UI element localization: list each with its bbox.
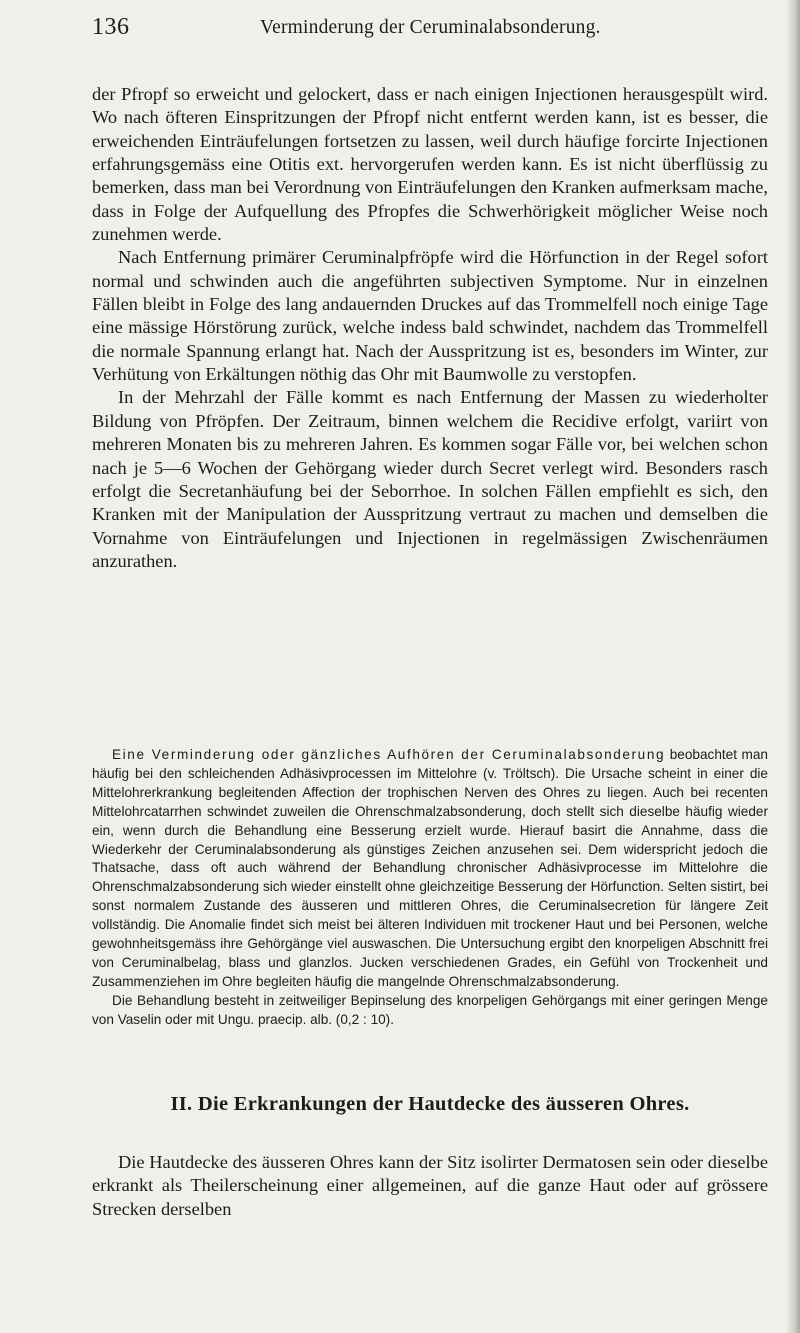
paragraph: Die Hautdecke des äusseren Ohres kann der Sitz isolirter Dermatosen sein oder dieselbe erkrankt als Theilerscheinung einer allgemeinen, auf die ganze Haut oder auf grössere Strecken derselben (92, 1152, 768, 1219)
running-title: Verminderung der Ceruminalabsonderung. (260, 17, 601, 38)
paragraph: In der Mehrzahl der Fälle kommt es nach Entfernung der Massen zu wiederholter Bildung von Pfröpfen. Der Zeitraum, binnen welchem die Recidive erfolgt, variirt von mehreren Monaten bis zu mehreren Jahren. Es kommen sogar Fälle vor, bei welchen schon nach je 5—6 Wochen der Gehörgang wieder durch Secret verlegt wird. Besonders rasch erfolgt die Secretanhäufung bei der Seborrhoe. In solchen Fällen empfiehlt es sich, den Kranken mit der Manipulation der Ausspritzung vertraut zu machen und demselben die Vornahme von Einträufelungen und Injectionen in regelmässigen Zwischenräumen anzurathen. (92, 387, 768, 571)
page-number: 136 (92, 14, 130, 40)
page-edge-shadow (786, 0, 800, 1333)
paragraph: Nach Entfernung primärer Ceruminalpfröpfe wird die Hörfunction in der Regel sofort normal und schwinden auch die angeführten subjectiven Symptome. Nur in einzelnen Fällen bleibt in Folge des lang andauernden Druckes auf das Trommelfell noch einige Tage eine mässige Hörstörung zurück, welche indess bald schwindet, nachdem das Trommelfell die normale Spannung erlangt hat. Nach der Ausspritzung ist es, besonders im Winter, zur Verhütung von Erkältungen nöthig das Ohr mit Baumwolle zu verstopfen. (92, 247, 768, 385)
spaced-lead-phrase: Eine Verminderung oder gänzliches Aufhören der Ceruminalabsonderung (112, 747, 666, 762)
page-header (92, 14, 768, 44)
small-paragraph (92, 746, 768, 992)
small-paragraph-text: beobachtet man häufig bei den schleichenden Adhäsivprocessen im Mittelohre (v. Tröltsch). Die Ursache scheint in einer die Mittelohrerkrankung begleitenden Affection der trophischen Nerven des Ohres zu liegen. Auch bei recenten Mittelohrcatarrhen schwindet zuweilen die Ohrenschmalzabsonderung, doch stellt sich dieselbe häufig wieder ein, wenn durch die Behandlung eine Besserung erzielt wurde. Hierauf basirt die Annahme, dass die Wiederkehr der Ceruminalabsonderung als günstiges Zeichen anzusehen sei. Dem widerspricht jedoch die Thatsache, dass oft auch während der Behandlung chronischer Adhäsivprocesse im Mittelohre die Ohrenschmalzabsonderung sich wieder einstellt ohne gleichzeitige Besserung der Hörfunction. Selten sistirt, bei sonst normalem Zustande des äusseren und mittleren Ohres, die Ceruminalsecretion für längere Zeit vollständig. Die Anomalie findet sich meist bei älteren Individuen mit trockener Haut und bei Personen, welche gewohnheitsgemäss ihre Gehörgänge viel auswaschen. Die Untersuchung ergibt den knorpeligen Abschnitt frei von Ceruminalbelag, blass und glanzlos. Jucken verschiedenen Grades, ein Gefühl von Trockenheit und Zusammenziehen im Ohre begleiten häufig die mangelnde Ohrenschmalzabsonderung. (92, 747, 768, 989)
main-text (92, 83, 768, 573)
paragraph: der Pfropf so erweicht und gelockert, dass er nach einigen Injectionen herausgespült wird. Wo nach öfteren Einspritzungen der Pfropf nicht entfernt werden kann, ist es besser, die erweichenden Einträufelungen fortsetzen zu lassen, weil durch häufige forcirte Injectionen erfahrungsgemäss eine Otitis ext. hervorgerufen werden kann. Es ist nicht überflüssig zu bemerken, dass man bei Verordnung von Einträufelungen den Kranken aufmerksam mache, dass in Folge der Aufquellung des Pfropfes die Schwerhörigkeit möglicher Weise noch zunehmen werde. (92, 84, 768, 245)
small-paragraph: Die Behandlung besteht in zeitweiliger Bepinselung des knorpeligen Gehörgangs mit einer geringen Menge von Vaselin oder mit Ungu. praecip. alb. (0,2 : 10). (92, 992, 768, 1027)
small-print-section (92, 746, 768, 1030)
section-heading: II. Die Erkrankungen der Hautdecke des äusseren Ohres. (170, 1093, 690, 1115)
section-text (92, 1151, 768, 1221)
